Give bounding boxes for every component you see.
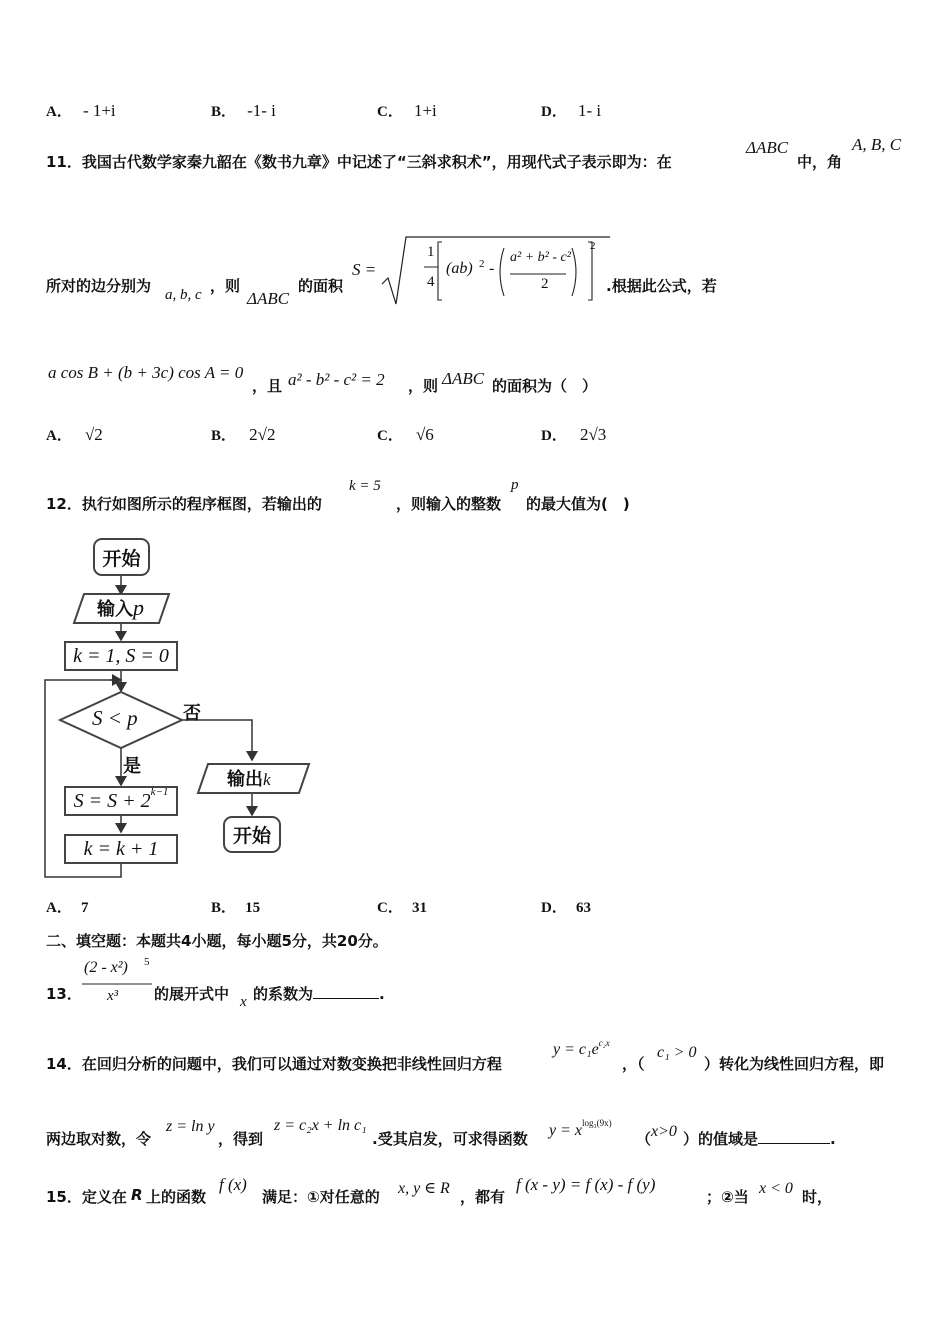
q13-fraction: [82, 956, 152, 1016]
q14-x-cond: x>0: [651, 1123, 677, 1140]
formula-denominator: 2: [541, 276, 549, 292]
q12-k-value: k = 5: [349, 478, 381, 494]
formula-four: 4: [427, 274, 435, 290]
q14-z-eq: z = c₂x + ln c₁: [274, 1117, 367, 1134]
q14-line2-b: ，得到: [218, 1130, 264, 1148]
q14-text-b: ）转化为线性回归方程，即: [704, 1055, 885, 1073]
q15-text-c: 满足：①对任意的: [262, 1188, 380, 1206]
option-value: 1- i: [577, 101, 602, 120]
q11-cond-tail: 的面积为（ ）: [492, 377, 598, 395]
q11-then: ，则: [210, 277, 241, 295]
q15-text-e: ；②当: [706, 1188, 749, 1206]
q11-option-b: [211, 424, 275, 445]
option-value: 31: [411, 900, 427, 916]
q14-line2-d: [683, 1128, 836, 1149]
q11-cond-then: ，则: [408, 377, 439, 395]
flow-init-text: k = 1, S = 0: [73, 644, 169, 667]
option-letter: C．: [377, 428, 403, 444]
q11-condition-1: a cos B + (b + 3c) cos A = 0: [48, 363, 244, 382]
q11-option-a: [46, 424, 103, 445]
q14-y-func-exp: log₃(9x): [582, 1118, 612, 1128]
formula-one: 1: [427, 244, 435, 260]
option-letter: B．: [211, 104, 237, 120]
answer-blank: [313, 984, 379, 999]
formula-outer-exp: 2: [590, 240, 596, 252]
option-letter: A．: [46, 428, 72, 444]
answer-blank: [758, 1129, 830, 1144]
q10-option-b: [211, 100, 276, 121]
q11-line2-text: 所对的边分别为: [46, 277, 152, 295]
q13-numerator-exp: 5: [144, 956, 150, 968]
option-letter: D．: [541, 900, 567, 916]
q13-x: x: [240, 994, 247, 1010]
q14-line2-c: .受其启发，可求得函数: [372, 1130, 528, 1148]
q11-line1-mid: 中，角: [797, 153, 843, 171]
q15-eq: f (x - y) = f (x) - f (y): [516, 1175, 656, 1194]
q15-R: R: [131, 1186, 143, 1204]
formula-ab-exp: 2: [479, 258, 485, 270]
q13-denominator: x³: [107, 988, 119, 1004]
q11-and: ，且: [252, 377, 283, 395]
formula-minus: -: [489, 260, 495, 277]
option-letter: C．: [377, 104, 403, 120]
q14-x-cond-open: （: [636, 1130, 652, 1148]
option-letter: A．: [46, 104, 72, 120]
q14-end: .: [830, 1130, 836, 1148]
q15-fx: f (x): [219, 1175, 247, 1194]
flow-input: [97, 595, 144, 621]
q14-line2-d-label: ）的值域是: [683, 1130, 759, 1148]
q12-option-d: [541, 896, 591, 917]
flow-update-k: [64, 834, 178, 864]
q14-y-func-base: y = x: [549, 1122, 582, 1139]
fraction-bar: [82, 983, 152, 986]
q11-line1-text: 11．我国古代数学家秦九韶在《数书九章》中记述了“三斜求积术”，用现代式子表示即为：在: [46, 153, 672, 171]
q13-text-b-label: 的系数为: [253, 985, 314, 1003]
q10-option-a: [46, 100, 116, 121]
q14-y-func: [549, 1118, 612, 1140]
option-letter: B．: [211, 900, 237, 916]
flow-update-s-exp: k−1: [150, 786, 169, 798]
flow-output-label: 输出: [227, 769, 263, 790]
flow-output: [227, 765, 271, 791]
q14-cond: c₁ > 0: [657, 1044, 697, 1061]
option-value: 2√2: [249, 425, 276, 444]
formula-numerator: a² + b² - c²: [510, 250, 571, 265]
flow-start: 开始: [93, 538, 150, 576]
formula-ab: (ab): [446, 260, 473, 277]
q14-z-def: z = ln y: [166, 1118, 215, 1135]
q14-eq1-base: y = c₁e: [553, 1041, 599, 1058]
q12-option-c: [377, 896, 427, 917]
q12-text-c: 的最大值为( ): [526, 495, 630, 513]
option-value: √6: [415, 425, 434, 444]
option-letter: C．: [377, 900, 403, 916]
formula-s: S =: [352, 260, 377, 279]
q13-end: .: [379, 985, 385, 1003]
q12-option-a: [46, 896, 88, 917]
q15-xy: x, y ∈ R: [398, 1180, 450, 1197]
option-value: 15: [245, 900, 261, 916]
q14-eq1-exp: c₂x: [598, 1038, 610, 1048]
q11-option-d: [541, 424, 606, 445]
q15-text-d: ，都有: [460, 1188, 506, 1206]
flow-input-label: 输入: [97, 599, 133, 620]
q11-condition-2: a² - b² - c² = 2: [288, 370, 385, 389]
q11-triangle-2: ΔABC: [247, 289, 290, 308]
flow-update-s: [64, 786, 178, 816]
program-flowchart: [40, 535, 330, 885]
q12-text-b: ，则输入的整数: [396, 495, 502, 513]
q13-numerator: (2 - x²): [84, 959, 128, 976]
q10-option-c: [377, 100, 437, 121]
q12-text-a: 12．执行如图所示的程序框图，若输出的: [46, 495, 322, 513]
q11-angles: A, B, C: [852, 135, 902, 154]
q14-eq1: [553, 1038, 610, 1059]
q13-number: 13．: [46, 985, 82, 1003]
option-value: 7: [80, 900, 89, 916]
option-letter: B．: [211, 428, 237, 444]
flow-condition: S < p: [92, 706, 138, 730]
flow-update-k-text: k = k + 1: [83, 837, 159, 860]
flow-output-var: k: [263, 770, 271, 789]
flow-update-s-text: S = S + 2: [73, 789, 151, 812]
q11-sides: a, b, c: [165, 287, 202, 303]
option-value: 1+i: [413, 101, 437, 120]
q11-triangle-3: ΔABC: [442, 369, 485, 388]
q10-option-d: [541, 100, 601, 121]
option-letter: D．: [541, 428, 567, 444]
option-letter: D．: [541, 104, 567, 120]
q12-option-b: [211, 896, 260, 917]
q12-p: p: [511, 477, 519, 493]
section-heading: 二、填空题：本题共4小题，每小题5分，共20分。: [46, 932, 388, 950]
option-letter: A．: [46, 900, 72, 916]
q15-x-lt: x < 0: [759, 1180, 793, 1197]
sqrt-sign-icon: [380, 234, 612, 308]
flow-input-var: p: [133, 595, 144, 620]
flow-end: 开始: [223, 816, 281, 853]
q14-text-a: 14．在回归分析的问题中，我们可以通过对数变换把非线性回归方程: [46, 1055, 502, 1073]
option-value: - 1+i: [82, 101, 116, 120]
q11-area-label: 的面积: [298, 277, 344, 295]
q14-paren-open: ，（: [622, 1055, 645, 1073]
option-value: 2√3: [579, 425, 607, 444]
option-value: -1- i: [247, 101, 276, 120]
option-value: 63: [575, 900, 591, 916]
option-value: √2: [84, 425, 103, 444]
flow-init: [64, 641, 178, 671]
q11-option-c: [377, 424, 434, 445]
flow-no-label: 否: [183, 703, 201, 724]
q15-text-a: 15．定义在: [46, 1188, 127, 1206]
q13-text-a: 的展开式中: [154, 985, 230, 1003]
q13-text-b: [253, 983, 385, 1004]
q11-line2-tail: .根据此公式，若: [606, 277, 717, 295]
q15-text-b: 上的函数: [146, 1188, 207, 1206]
q11-formula: [352, 234, 612, 308]
q14-line2-a: 两边取对数，令: [46, 1130, 152, 1148]
q11-triangle: ΔABC: [746, 138, 789, 157]
q15-text-f: 时，: [802, 1188, 833, 1206]
flow-yes-label: 是: [123, 756, 141, 777]
